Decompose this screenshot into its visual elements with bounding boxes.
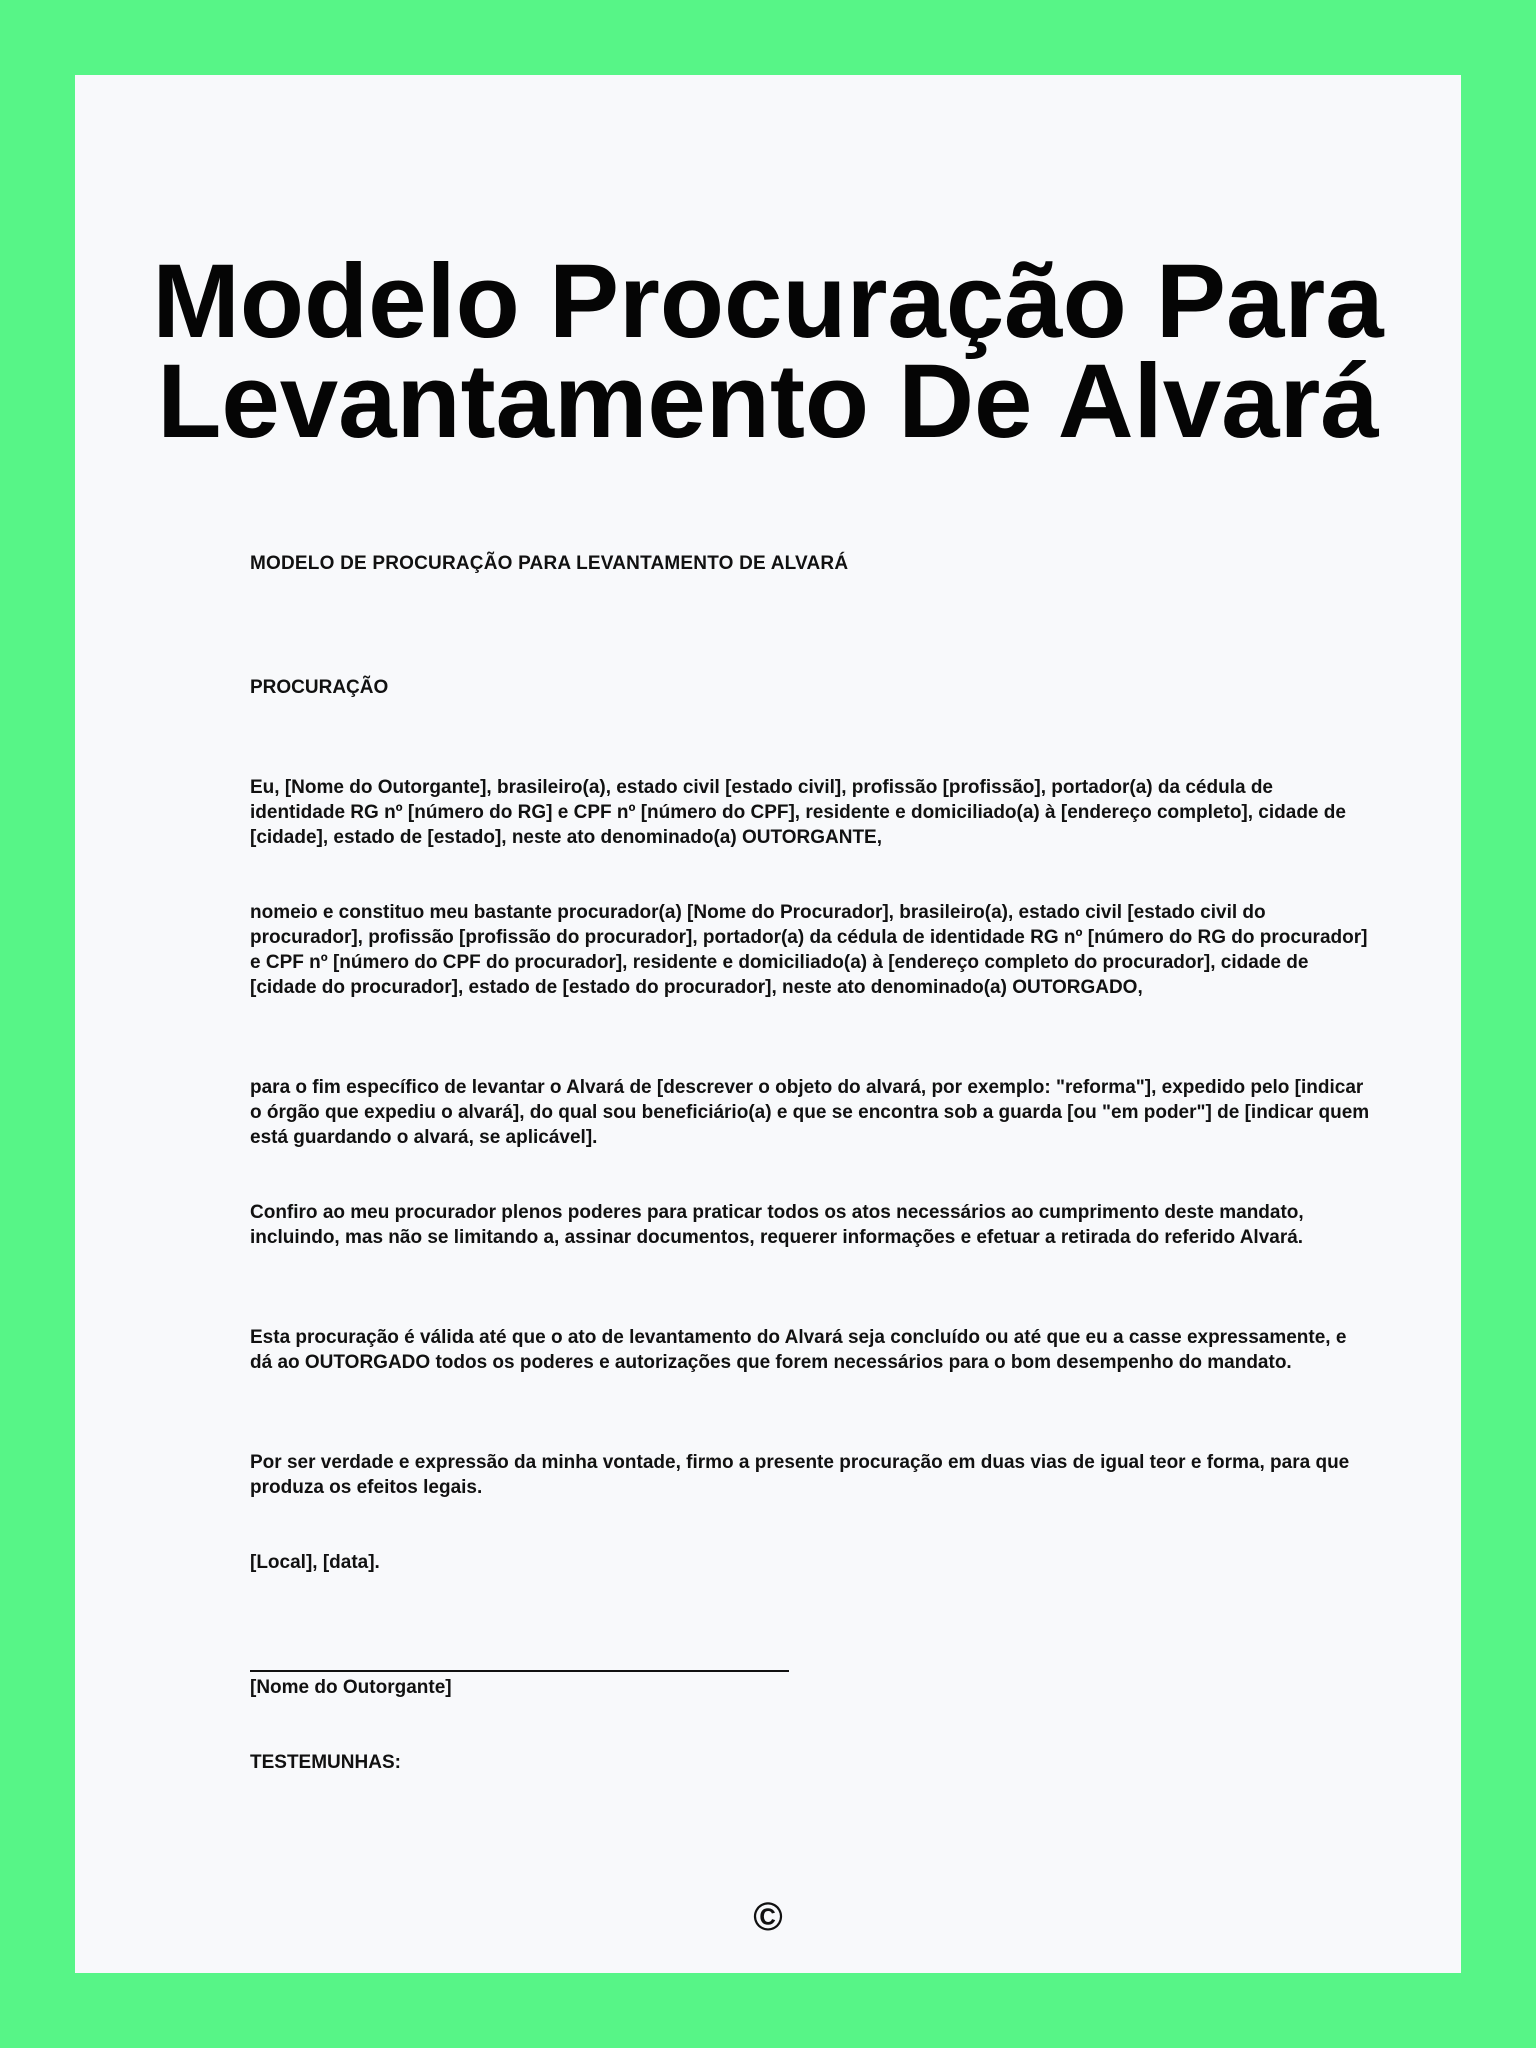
paragraph-vontade: Por ser verdade e expressão da minha vontade, firmo a presente procuração em duas vias de igual teor e forma, para que produza os efeitos legais.	[250, 1452, 1350, 1498]
document-heading: MODELO DE PROCURAÇÃO PARA LEVANTAMENTO DE ALVARÁ	[250, 553, 849, 574]
copyright-icon: ©	[753, 1895, 783, 1939]
page-title-line-2: Levantamento De Alvará	[157, 343, 1379, 460]
paragraph-outorgante: Eu, [Nome do Outorgante], brasileiro(a), estado civil [estado civil], profissão [profissão], portador(a) da cédula de identidade RG nº [número do RG] e CPF nº [número do CPF], residente e domiciliado(a) à [endereço completo], cidade de [cidade], estado de [estado], neste ato denominado(a) OUTORGANTE,	[250, 777, 1346, 848]
page-title	[75, 243, 1461, 460]
place-date: [Local], [data].	[250, 1552, 380, 1573]
paragraph-validade: Esta procuração é válida até que o ato de levantamento do Alvará seja concluído ou até que eu a casse expressamente, e dá ao OUTORGADO todos os poderes e autorizações que forem necessários para o bom desempenho do mandato.	[250, 1327, 1347, 1373]
signature-name: [Nome do Outorgante]	[250, 1677, 452, 1698]
paragraph-poderes: Confiro ao meu procurador plenos poderes para praticar todos os atos necessários ao cumprimento deste mandato, incluindo, mas não se limitando a, assinar documentos, requerer informações e efetuar a retirada do referido Alvará.	[250, 1202, 1304, 1248]
signature-line	[250, 1670, 789, 1672]
paragraph-procurador: nomeio e constituo meu bastante procurador(a) [Nome do Procurador], brasileiro(a), estado civil [estado civil do procurador], profissão [profissão do procurador], portador(a) da cédula de identidade RG nº [número do RG do procurador] e CPF nº [número do CPF do procurador], residente e domiciliado(a) à [endereço completo do procurador], cidade de [cidade do procurador], estado de [estado do procurador], neste ato denominado(a) OUTORGADO,	[250, 902, 1368, 998]
document-page	[75, 75, 1461, 1973]
witnesses-label: TESTEMUNHAS:	[250, 1752, 401, 1773]
page-title-line-1: Modelo Procuração Para	[152, 243, 1384, 360]
document-subheading: PROCURAÇÃO	[250, 677, 389, 698]
paragraph-objeto: para o fim específico de levantar o Alvará de [descrever o objeto do alvará, por exemplo: "reforma"], expedido pelo [indicar o órgão que expediu o alvará], do qual sou beneficiário(a) e que se encontra sob a guarda [ou "em poder"] de [indicar quem está guardando o alvará, se aplicável].	[250, 1077, 1370, 1148]
